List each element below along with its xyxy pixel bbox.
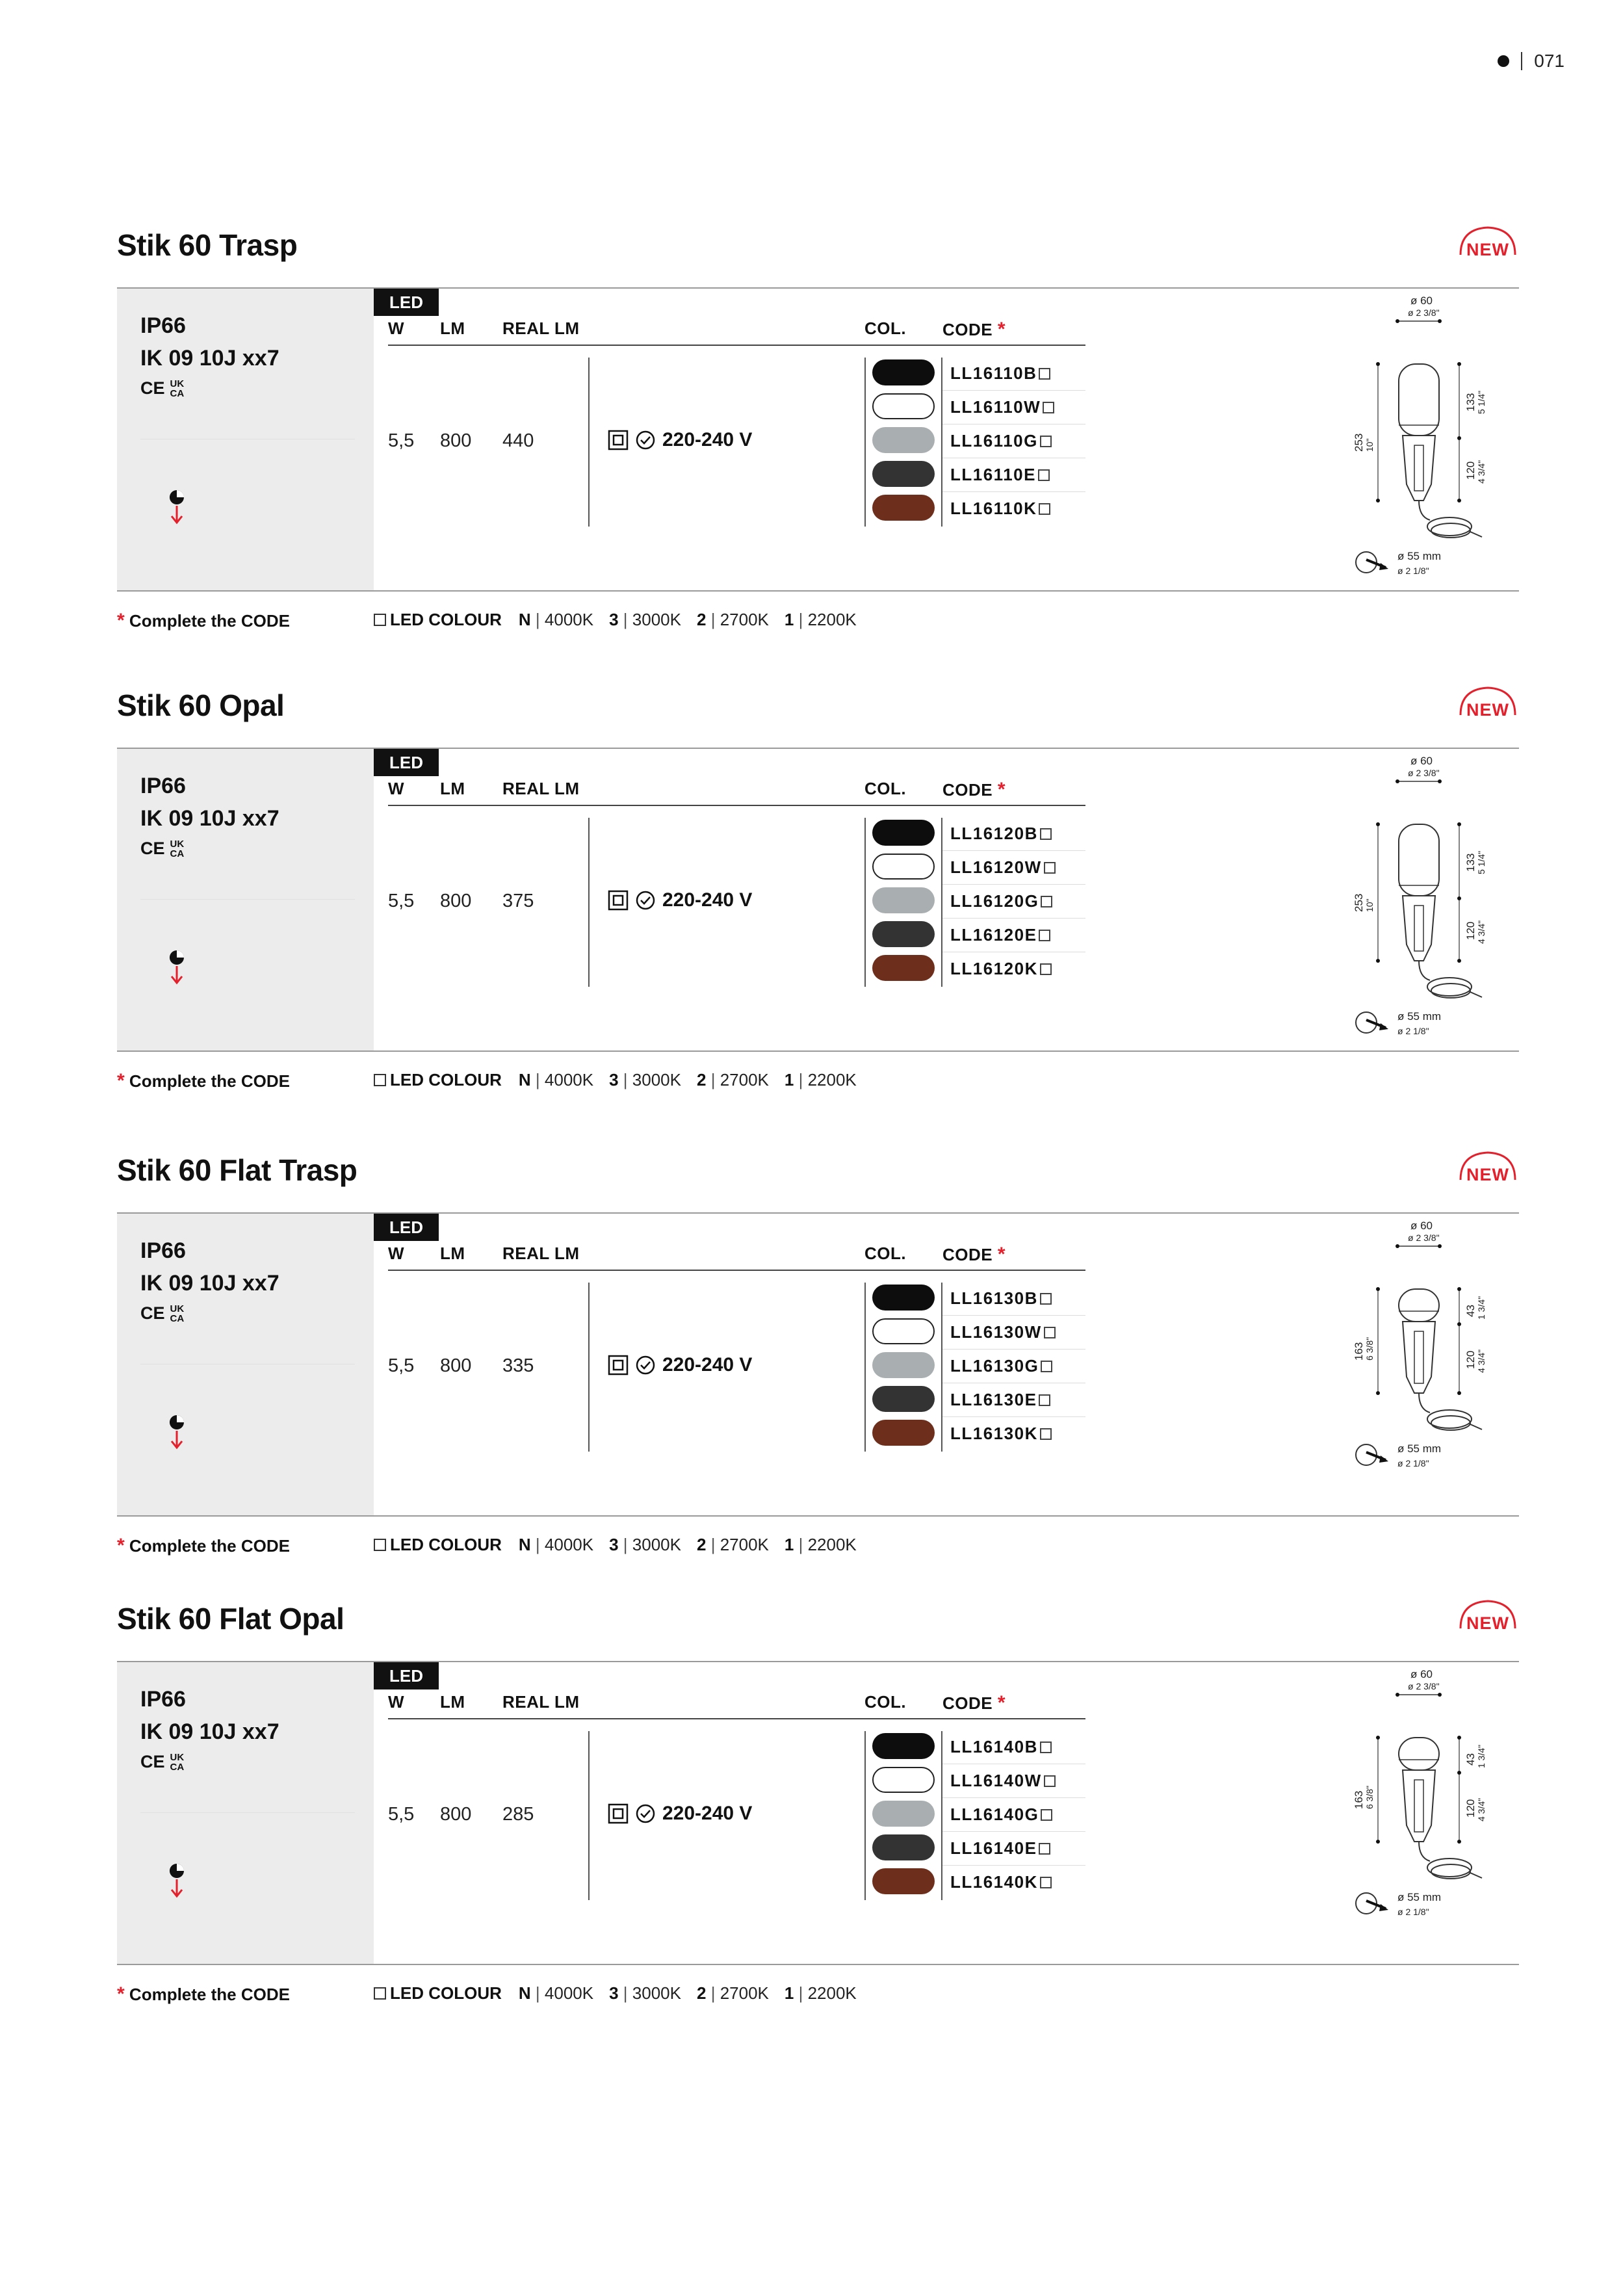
drawing-label: 163	[1353, 1790, 1365, 1809]
colour-option: 2 | 2700K	[696, 610, 769, 629]
driver-included-check-icon	[635, 890, 656, 911]
col-header-lm: LM	[440, 1692, 465, 1712]
product-section	[117, 228, 1519, 644]
technical-drawing	[1326, 753, 1508, 1045]
led-colour-options: LED COLOUR N | 4000K 3 | 3000K 2 | 2700K 1 | 2200K	[374, 1070, 857, 1090]
drawing-label: 10"	[1364, 438, 1375, 452]
led-tab: LED	[374, 289, 439, 316]
complete-code-note: * Complete the CODE	[117, 610, 290, 631]
ce-mark-icon: CE	[140, 1752, 165, 1771]
product-code: LL16130W	[950, 1322, 1056, 1342]
ce-mark-icon: CE	[140, 378, 165, 398]
lumen-value: 800	[440, 430, 472, 451]
drawing-label: 133	[1464, 853, 1477, 872]
complete-code-note: * Complete the CODE	[117, 1535, 290, 1556]
finish-swatch-k	[872, 955, 935, 981]
section-bottom-rule	[117, 1050, 1519, 1052]
colour-option: 1 | 2200K	[784, 1070, 857, 1089]
watt-value: 5,5	[388, 430, 415, 451]
drawing-label: ø 55 mm	[1397, 1442, 1442, 1455]
class-ii-insulation-icon	[608, 1803, 629, 1824]
ik-rating: IK 09 10J xx7	[140, 1271, 279, 1296]
code-row-divider	[942, 884, 1085, 885]
code-placeholder-box-icon	[1040, 963, 1052, 975]
driver-included-check-icon	[635, 1803, 656, 1824]
ground-spike-icon	[164, 1861, 190, 1900]
column-divider	[588, 358, 590, 527]
code-placeholder-box-icon	[374, 614, 386, 626]
new-badge	[1457, 1597, 1519, 1636]
code-placeholder-box-icon	[374, 1987, 386, 2000]
colour-option: 1 | 2200K	[784, 1535, 857, 1554]
col-header-real-lm: REAL LM	[502, 1244, 580, 1263]
drawing-label: ø 2 1/8"	[1397, 1026, 1429, 1036]
code-placeholder-box-icon	[1041, 896, 1052, 907]
drawing-label: ø 60	[1410, 1220, 1433, 1232]
colour-option: N | 4000K	[518, 1070, 594, 1089]
certifications	[140, 839, 184, 859]
led-colour-options: LED COLOUR N | 4000K 3 | 3000K 2 | 2700K 1 | 2200K	[374, 1535, 857, 1555]
page-number	[1498, 51, 1565, 72]
finish-swatch-e	[872, 921, 935, 947]
new-badge	[1457, 1149, 1519, 1188]
ground-spike-icon	[164, 488, 190, 527]
class-ii-insulation-icon	[608, 1355, 629, 1376]
code-placeholder-box-icon	[1044, 862, 1056, 874]
code-placeholder-box-icon	[1044, 1775, 1056, 1787]
code-row-divider	[942, 918, 1085, 919]
colour-option: 2 | 2700K	[696, 1983, 769, 2003]
finish-swatch-e	[872, 1386, 935, 1412]
col-header-col: COL.	[864, 779, 907, 798]
voltage-label: 220-240 V	[662, 889, 753, 911]
code-placeholder-box-icon	[1040, 1293, 1052, 1305]
driver-included-check-icon	[635, 1355, 656, 1376]
col-header-w: W	[388, 1692, 405, 1712]
product-section	[117, 1601, 1519, 2017]
finish-swatch-g	[872, 427, 935, 453]
col-header-w: W	[388, 319, 405, 338]
complete-code-note: * Complete the CODE	[117, 1070, 290, 1091]
section-bottom-rule	[117, 590, 1519, 592]
ip-rating: IP66	[140, 1238, 186, 1263]
real-lumen-value: 375	[502, 891, 534, 911]
drawing-label: ø 55 mm	[1397, 1891, 1442, 1903]
finish-swatch-k	[872, 1420, 935, 1446]
drawing-label: ø 2 3/8"	[1408, 768, 1440, 778]
code-placeholder-box-icon	[1040, 828, 1052, 840]
col-header-col: COL.	[864, 319, 907, 338]
finish-swatch-g	[872, 1801, 935, 1827]
dimension-drawing-icon	[1353, 755, 1487, 1036]
col-header-code: CODE *	[942, 1244, 1006, 1265]
product-code: LL16130B	[950, 1288, 1052, 1309]
product-code: LL16140G	[950, 1805, 1052, 1825]
class-ii-insulation-icon	[608, 890, 629, 911]
ce-mark-icon: CE	[140, 1303, 165, 1323]
finish-swatch-g	[872, 1352, 935, 1378]
specs-divider	[140, 1812, 355, 1813]
drawing-label: 253	[1353, 433, 1365, 452]
col-header-col: COL.	[864, 1244, 907, 1263]
ukca-mark-icon: UK CA	[170, 378, 185, 399]
code-placeholder-box-icon	[1039, 368, 1050, 380]
finish-swatch-e	[872, 461, 935, 487]
code-placeholder-box-icon	[1040, 436, 1052, 447]
code-placeholder-box-icon	[1043, 402, 1054, 413]
voltage-info	[608, 1354, 752, 1376]
ground-spike-icon	[164, 948, 190, 987]
drawing-label: ø 55 mm	[1397, 550, 1442, 562]
column-divider	[941, 1731, 942, 1900]
product-code: LL16140W	[950, 1771, 1056, 1791]
lumen-value: 800	[440, 891, 472, 911]
product-code: LL16110K	[950, 499, 1050, 519]
page-number-text: 071	[1534, 51, 1565, 71]
watt-value: 5,5	[388, 1804, 415, 1825]
certifications	[140, 1303, 184, 1324]
new-badge	[1457, 224, 1519, 263]
colour-option: 3 | 3000K	[609, 1070, 681, 1089]
code-placeholder-box-icon	[1040, 1877, 1052, 1888]
drawing-label: ø 55 mm	[1397, 1010, 1442, 1023]
ukca-mark-icon: UK CA	[170, 1751, 185, 1773]
header-rule	[388, 345, 1085, 346]
drawing-label: 10"	[1364, 898, 1375, 912]
col-header-lm: LM	[440, 779, 465, 798]
real-lumen-value: 335	[502, 1355, 534, 1376]
column-divider	[588, 818, 590, 987]
drawing-label: 6 3/8"	[1364, 1337, 1375, 1361]
technical-drawing	[1326, 1666, 1508, 1959]
ce-mark-icon: CE	[140, 839, 165, 858]
ip-rating: IP66	[140, 774, 186, 798]
divider	[1521, 52, 1522, 70]
drawing-label: 163	[1353, 1342, 1365, 1361]
product-code: LL16130K	[950, 1424, 1052, 1444]
drawing-label: 120	[1464, 461, 1477, 480]
column-divider	[864, 358, 866, 527]
col-header-real-lm: REAL LM	[502, 1692, 580, 1712]
col-header-col: COL.	[864, 1692, 907, 1712]
col-header-real-lm: REAL LM	[502, 319, 580, 338]
ik-rating: IK 09 10J xx7	[140, 346, 279, 371]
drawing-label: ø 2 3/8"	[1408, 307, 1440, 318]
col-header-w: W	[388, 1244, 405, 1263]
col-header-lm: LM	[440, 1244, 465, 1263]
finish-swatch-w	[872, 1318, 935, 1344]
colour-option: N | 4000K	[518, 1535, 594, 1554]
product-code: LL16120W	[950, 857, 1056, 878]
dimension-drawing-icon	[1353, 1668, 1487, 1917]
code-row-divider	[942, 1349, 1085, 1350]
drawing-label: 133	[1464, 393, 1477, 411]
product-code: LL16140B	[950, 1737, 1052, 1757]
finish-swatch-w	[872, 854, 935, 880]
product-code: LL16110B	[950, 363, 1050, 384]
code-placeholder-box-icon	[1041, 1361, 1052, 1372]
finish-swatch-b	[872, 1285, 935, 1311]
code-row-divider	[942, 1315, 1085, 1316]
code-placeholder-box-icon	[1041, 1809, 1052, 1821]
code-row-divider	[942, 1416, 1085, 1417]
product-code: LL16120G	[950, 891, 1052, 911]
drawing-label: 43	[1464, 1305, 1477, 1317]
product-code: LL16110W	[950, 397, 1054, 417]
product-code: LL16120B	[950, 824, 1052, 844]
real-lumen-value: 440	[502, 430, 534, 451]
product-title: Stik 60 Flat Opal	[117, 1602, 344, 1636]
colour-option: 3 | 3000K	[609, 1983, 681, 2003]
drawing-label: 43	[1464, 1753, 1477, 1766]
code-placeholder-box-icon	[1039, 930, 1050, 941]
finish-swatch-g	[872, 887, 935, 913]
watt-value: 5,5	[388, 891, 415, 911]
drawing-label: 5 1/4"	[1476, 390, 1487, 414]
bullet-icon	[1498, 55, 1509, 67]
voltage-info	[608, 429, 752, 451]
product-code: LL16140K	[950, 1872, 1052, 1892]
drawing-label: ø 2 3/8"	[1408, 1233, 1440, 1243]
product-title: Stik 60 Trasp	[117, 228, 298, 262]
ukca-mark-icon: UK CA	[170, 838, 185, 859]
technical-drawing	[1326, 293, 1508, 585]
column-divider	[864, 818, 866, 987]
ik-rating: IK 09 10J xx7	[140, 806, 279, 831]
voltage-label: 220-240 V	[662, 1354, 753, 1376]
drawing-label: 1 3/4"	[1476, 1296, 1487, 1320]
column-divider	[864, 1283, 866, 1452]
column-divider	[588, 1731, 590, 1900]
class-ii-insulation-icon	[608, 430, 629, 450]
finish-swatch-e	[872, 1834, 935, 1860]
code-row-divider	[942, 1865, 1085, 1866]
driver-included-check-icon	[635, 430, 656, 450]
code-placeholder-box-icon	[1040, 1428, 1052, 1440]
product-code: LL16120K	[950, 959, 1052, 979]
col-header-code: CODE *	[942, 319, 1006, 340]
drawing-label: 4 3/4"	[1476, 1797, 1487, 1821]
ip-rating: IP66	[140, 1687, 186, 1712]
new-badge	[1457, 684, 1519, 723]
code-row-divider	[942, 491, 1085, 492]
code-placeholder-box-icon	[1039, 1843, 1050, 1855]
product-section	[117, 688, 1519, 1104]
code-placeholder-box-icon	[1039, 1394, 1050, 1406]
drawing-label: 120	[1464, 921, 1477, 940]
led-tab: LED	[374, 749, 439, 776]
colour-option: N | 4000K	[518, 610, 594, 629]
drawing-label: ø 2 1/8"	[1397, 1907, 1429, 1917]
product-code: LL16140E	[950, 1838, 1050, 1859]
section-bottom-rule	[117, 1515, 1519, 1517]
code-placeholder-box-icon	[1044, 1327, 1056, 1338]
header-rule	[388, 1718, 1085, 1719]
drawing-label: 4 3/4"	[1476, 1349, 1487, 1373]
col-header-code: CODE *	[942, 1692, 1006, 1714]
code-placeholder-box-icon	[374, 1074, 386, 1086]
led-tab: LED	[374, 1214, 439, 1241]
drawing-label: 4 3/4"	[1476, 460, 1487, 484]
product-code: LL16130E	[950, 1390, 1050, 1410]
new-badge-label: NEW	[1466, 1613, 1509, 1633]
voltage-info	[608, 1803, 752, 1825]
code-placeholder-box-icon	[1038, 469, 1050, 481]
ground-spike-icon	[164, 1413, 190, 1452]
product-code: LL16130G	[950, 1356, 1052, 1376]
product-title: Stik 60 Flat Trasp	[117, 1153, 357, 1187]
drawing-label: ø 2 3/8"	[1408, 1681, 1440, 1691]
drawing-label: ø 2 1/8"	[1397, 566, 1429, 576]
ik-rating: IK 09 10J xx7	[140, 1719, 279, 1744]
colour-option: 2 | 2700K	[696, 1070, 769, 1089]
led-colour-options: LED COLOUR N | 4000K 3 | 3000K 2 | 2700K 1 | 2200K	[374, 610, 857, 630]
new-badge-label: NEW	[1466, 700, 1509, 720]
product-code: LL16120E	[950, 925, 1050, 945]
drawing-label: 120	[1464, 1799, 1477, 1818]
col-header-lm: LM	[440, 319, 465, 338]
drawing-label: 1 3/4"	[1476, 1744, 1487, 1768]
column-divider	[588, 1283, 590, 1452]
product-code: LL16110G	[950, 431, 1052, 451]
technical-drawing	[1326, 1218, 1508, 1510]
new-badge-label: NEW	[1466, 240, 1509, 259]
drawing-label: ø 60	[1410, 755, 1433, 767]
col-header-w: W	[388, 779, 405, 798]
code-placeholder-box-icon	[1039, 503, 1050, 515]
voltage-label: 220-240 V	[662, 429, 753, 450]
finish-swatch-k	[872, 495, 935, 521]
drawing-label: ø 60	[1410, 294, 1433, 307]
colour-option: 2 | 2700K	[696, 1535, 769, 1554]
watt-value: 5,5	[388, 1355, 415, 1376]
code-row-divider	[942, 1797, 1085, 1798]
colour-option: 3 | 3000K	[609, 1535, 681, 1554]
ip-rating: IP66	[140, 313, 186, 338]
colour-option: 1 | 2200K	[784, 610, 857, 629]
certifications	[140, 1752, 184, 1772]
ukca-mark-icon: UK CA	[170, 1303, 185, 1324]
colour-option: 3 | 3000K	[609, 610, 681, 629]
led-tab: LED	[374, 1662, 439, 1689]
voltage-info	[608, 889, 752, 911]
voltage-label: 220-240 V	[662, 1803, 753, 1824]
code-row-divider	[942, 850, 1085, 851]
finish-swatch-w	[872, 1767, 935, 1793]
drawing-label: 6 3/8"	[1364, 1785, 1375, 1809]
dimension-drawing-icon	[1353, 294, 1487, 576]
drawing-label: 120	[1464, 1350, 1477, 1369]
drawing-label: ø 2 1/8"	[1397, 1458, 1429, 1468]
colour-option: N | 4000K	[518, 1983, 594, 2003]
drawing-label: 5 1/4"	[1476, 850, 1487, 874]
code-placeholder-box-icon	[1040, 1742, 1052, 1753]
new-badge-label: NEW	[1466, 1165, 1509, 1184]
certifications	[140, 378, 184, 398]
column-divider	[864, 1731, 866, 1900]
drawing-label: 253	[1353, 893, 1365, 912]
code-row-divider	[942, 390, 1085, 391]
column-divider	[941, 818, 942, 987]
col-header-real-lm: REAL LM	[502, 779, 580, 798]
finish-swatch-k	[872, 1868, 935, 1894]
lumen-value: 800	[440, 1804, 472, 1825]
finish-swatch-b	[872, 1733, 935, 1759]
real-lumen-value: 285	[502, 1804, 534, 1825]
specs-divider	[140, 899, 355, 900]
col-header-code: CODE *	[942, 779, 1006, 800]
complete-code-note: * Complete the CODE	[117, 1983, 290, 2005]
product-section	[117, 1153, 1519, 1569]
header-rule	[388, 1270, 1085, 1271]
finish-swatch-w	[872, 393, 935, 419]
header-rule	[388, 805, 1085, 806]
dimension-drawing-icon	[1353, 1220, 1487, 1468]
column-divider	[941, 1283, 942, 1452]
drawing-label: ø 60	[1410, 1668, 1433, 1680]
column-divider	[941, 358, 942, 527]
section-bottom-rule	[117, 1964, 1519, 1965]
code-placeholder-box-icon	[374, 1539, 386, 1551]
product-code: LL16110E	[950, 465, 1050, 485]
product-title: Stik 60 Opal	[117, 688, 285, 722]
finish-swatch-b	[872, 359, 935, 385]
lumen-value: 800	[440, 1355, 472, 1376]
code-row-divider	[942, 1831, 1085, 1832]
finish-swatch-b	[872, 820, 935, 846]
drawing-label: 4 3/4"	[1476, 920, 1487, 944]
colour-option: 1 | 2200K	[784, 1983, 857, 2003]
led-colour-options: LED COLOUR N | 4000K 3 | 3000K 2 | 2700K 1 | 2200K	[374, 1983, 857, 2003]
